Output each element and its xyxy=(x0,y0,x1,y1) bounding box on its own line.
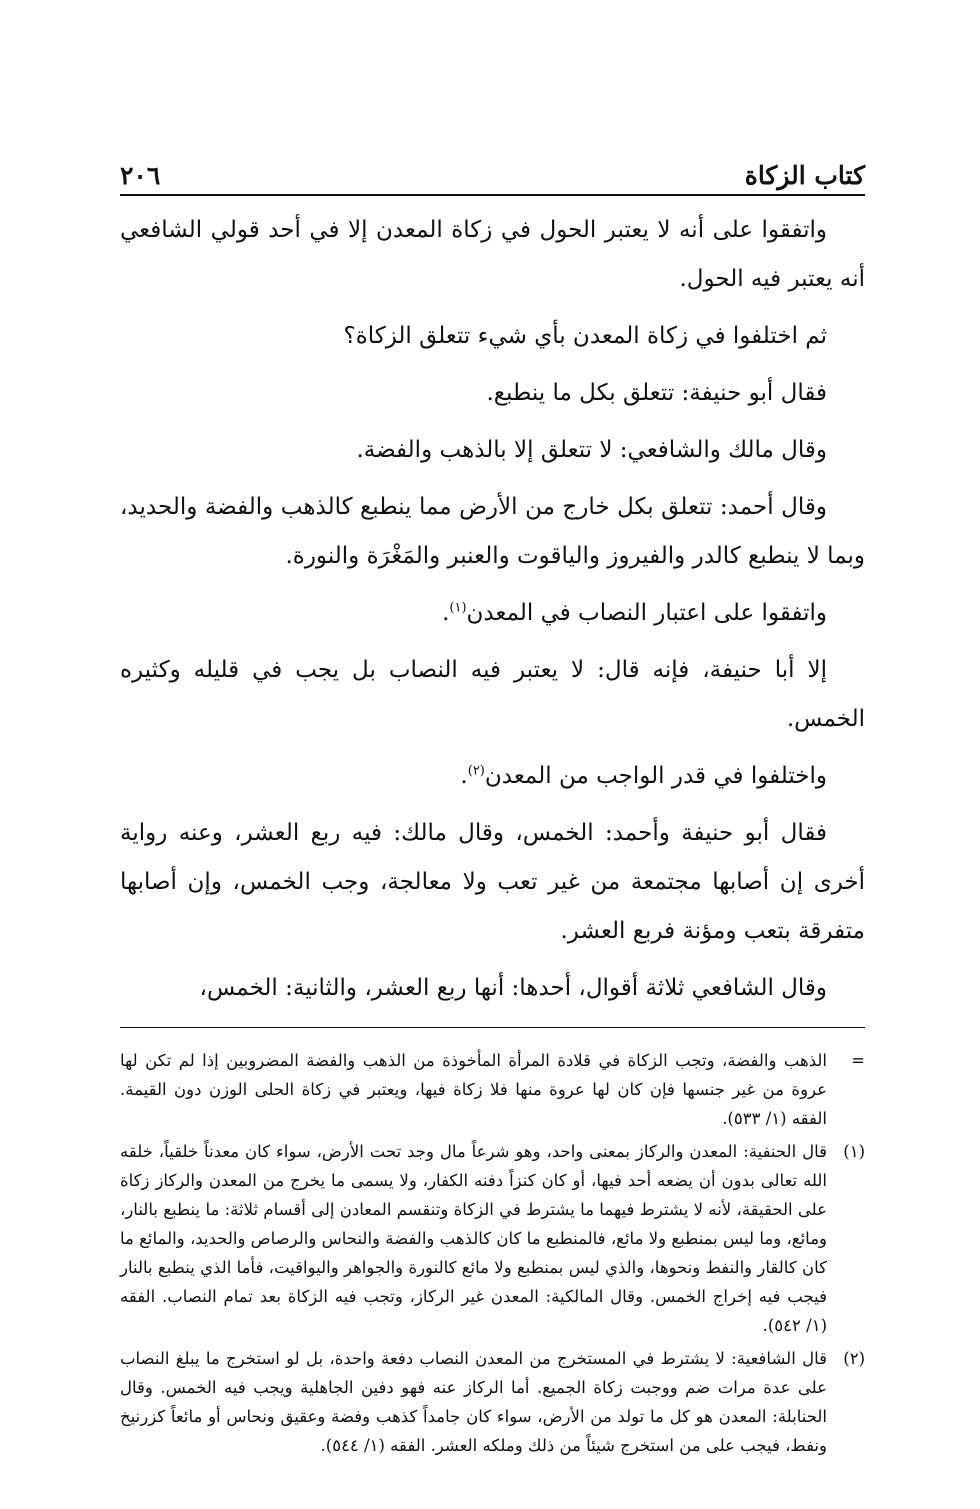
chapter-title: كتاب الزكاة xyxy=(744,161,865,190)
footnote-continuation-text: الذهب والفضة، وتجب الزكاة في قلادة المرأة المأخوذة من الذهب والفضة المضروبين إذا لم تكن لها عروة من غير جنسها فإن كان لها عروة منها فلا زكاة فيها، ويعتبر في زكاة الحلى الوزن دون القيمة. الفقه (١/ ٥٣٣). xyxy=(120,1051,827,1128)
footnote-2 xyxy=(120,1344,865,1460)
footnote-2-mark: (٢) xyxy=(843,1349,865,1368)
paragraph-6: واتفقوا على اعتبار النصاب في المعدن$^{(١)}$. xyxy=(442,600,827,626)
book-page xyxy=(120,150,865,1464)
paragraph-8: واختلفوا في قدر الواجب من المعدن$^{(٢)}$. xyxy=(460,763,827,789)
paragraph-8-text: واختلفوا في قدر الواجب من المعدن xyxy=(484,763,827,789)
paragraph-3: فقال أبو حنيفة: تتعلق بكل ما ينطبع. xyxy=(486,380,827,406)
footnote-1-text: قال الحنفية: المعدن والركاز بمعنى واحد، وهو شرعاً مال وجد تحت الأرض، سواء كان معدناً خلقياً، خلقه الله تعالى بدون أن يضعه أحد فيها، أو كان كنزاً دفنه الكفار، ولا يسمى ما يخرج من المعدن والركاز زكاة على الحقيقة، لأنه لا يشترط فيهما ما يشترط في الزكاة وتنقسم المعادن إلى أقسام ثلاثة: ما ينطبع بالنار، ومائع، وما ليس بمنطبع ولا مائع، فالمنطبع ما كان كالذهب والفضة والنحاس والرصاص والحديد، والمائع ما كان كالقار والنفط ونحوها، والذي ليس بمنطبع ولا مائع كالنورة والجواهر واليواقيت، فأما الذي ينطبع بالنار فيجب فيه إخراج الخمس. وقال المالكية: المعدن غير الركاز، وتجب فيه الزكاة بعد تمام النصاب. الفقه (١/ ٥٤٢). xyxy=(120,1142,827,1335)
paragraph-2: ثم اختلفوا في زكاة المعدن بأي شيء تتعلق الزكاة؟ xyxy=(343,323,827,349)
footnote-1 xyxy=(120,1137,865,1340)
main-text xyxy=(120,206,865,1013)
paragraph-10: وقال الشافعي ثلاثة أقوال، أحدها: أنها ربع العشر، والثانية: الخمس، xyxy=(199,975,827,1001)
footnote-ref-1[interactable]: (١) xyxy=(449,600,467,616)
footnote-2-text: قال الشافعية: لا يشترط في المستخرج من المعدن النصاب دفعة واحدة، بل لو استخرج ما يبلغ النصاب على عدة مرات ضم ووجبت زكاة الجميع. أما الركاز عنه فهو دفين الجاهلية ويجب فيه الخمس. وقال الحنابلة: المعدن هو كل ما تولد من الأرض، سواء كان جامداً كذهب وفضة وعقيق ونحاس أو مائعاً كزرنيخ ونفط، فيجب على من استخرج شيئاً من ذلك وملكه العشر. الفقه (١/ ٥٤٤). xyxy=(120,1349,827,1455)
paragraph-4: وقال مالك والشافعي: لا تتعلق إلا بالذهب والفضة. xyxy=(356,437,827,463)
page-number: ٢٠٦ xyxy=(120,161,161,190)
running-header xyxy=(120,150,865,196)
paragraph-9: فقال أبو حنيفة وأحمد: الخمس، وقال مالك: فيه ربع العشر، وعنه رواية أخرى إن أصابها مجتمعة من غير تعب ولا معالجة، وجب الخمس، وإن أصابها متفرقة بتعب ومؤنة فربع العشر. xyxy=(120,820,865,944)
footnote-continuation xyxy=(120,1046,865,1133)
paragraph-7: إلا أبا حنيفة، فإنه قال: لا يعتبر فيه النصاب بل يجب في قليله وكثيره الخمس. xyxy=(120,657,865,732)
paragraph-6-text: واتفقوا على اعتبار النصاب في المعدن xyxy=(466,600,827,626)
footnote-ref-2[interactable]: (٢) xyxy=(467,763,485,779)
footnote-continuation-mark: = xyxy=(851,1051,865,1070)
footnote-1-mark: (١) xyxy=(843,1142,865,1161)
paragraph-5: وقال أحمد: تتعلق بكل خارج من الأرض مما ينطبع كالذهب والفضة والحديد، وبما لا ينطبع كالدر والفيروز والياقوت والعنبر والمَغْرَة والنورة. xyxy=(120,494,865,569)
footnote-divider xyxy=(120,1027,865,1028)
paragraph-1: واتفقوا على أنه لا يعتبر الحول في زكاة المعدن إلا في أحد قولي الشافعي أنه يعتبر فيه الحول. xyxy=(120,217,865,292)
footnotes xyxy=(120,1046,865,1460)
